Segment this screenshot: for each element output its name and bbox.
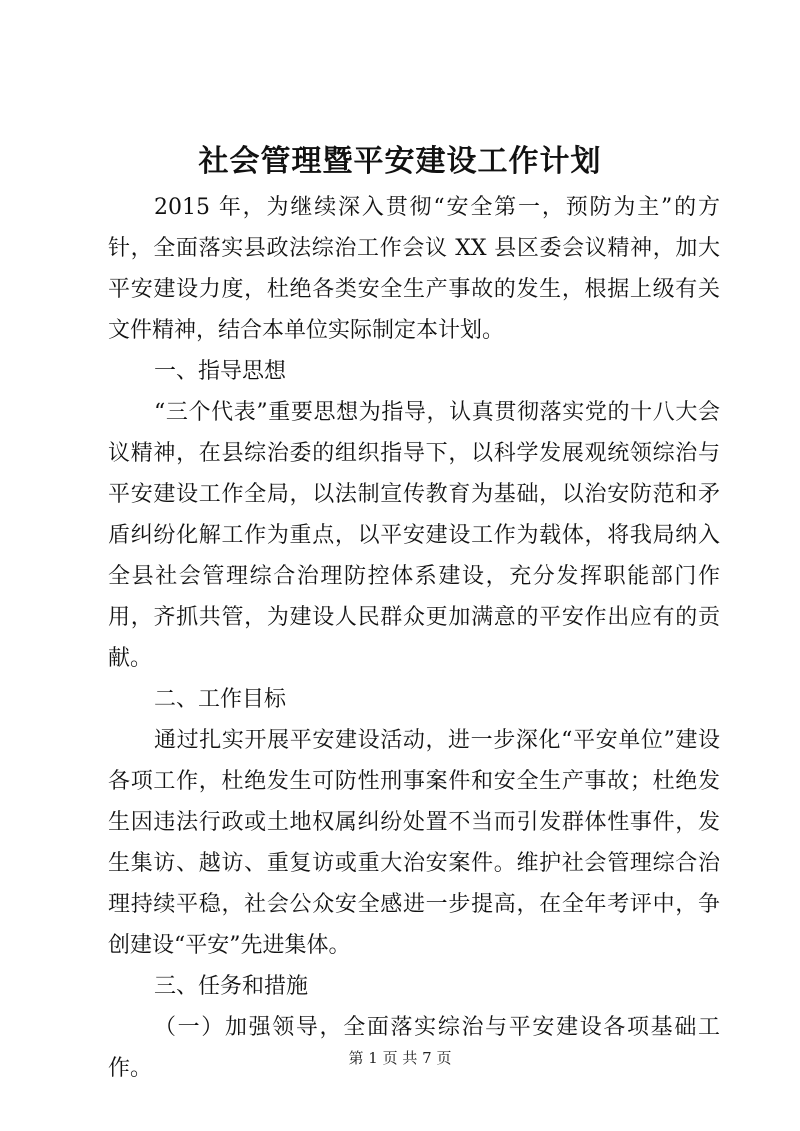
subsection-heading-strengthen-leadership: （一）加强领导，全面落实综治与平安建设各项基础工作。 [108,1015,720,1081]
section-heading-tasks-measures: 三、任务和措施 [154,974,309,999]
document-title: 社会管理暨平安建设工作计划 [198,144,602,179]
guiding-thought-paragraph: “三个代表”重要思想为指导，认真贯彻落实党的十八大会议精神，在县综治委的组织指导下，以科学发展观统领综治与平安建设工作全局，以法制宣传教育为基础，以治安防范和矛盾纠纷化解工作为重点，以平安建设工作为载体，将我局纳入全县社会管理综合治理防控体系建设，充分发挥职能部门作用，齐抓共管，为建设人民群众更加满意的平安作出应有的贡献。 [108,400,720,671]
document-body [108,187,720,1089]
page-number-footer: 第 1 页 共 7 页 [348,1049,452,1067]
work-goals-paragraph: 通过扎实开展平安建设活动，进一步深化“平安单位”建设各项工作，杜绝发生可防性刑事案件和安全生产事故；杜绝发生因违法行政或土地权属纠纷处置不当而引发群体性事件，发生集访、越访、重复访或重大治安案件。维护社会管理综合治理持续平稳，社会公众安全感进一步提高，在全年考评中，争创建设“平安”先进集体。 [108,728,720,958]
section-heading-guiding-thought: 一、指导思想 [154,359,287,384]
section-heading-work-goals: 二、工作目标 [154,687,287,712]
intro-paragraph: 2015 年，为继续深入贯彻“安全第一，预防为主”的方针，全面落实县政法综治工作会议 XX 县区委会议精神，加大平安建设力度，杜绝各类安全生产事故的发生，根据上级有关文件精神，结合本单位实际制定本计划。 [108,195,720,343]
